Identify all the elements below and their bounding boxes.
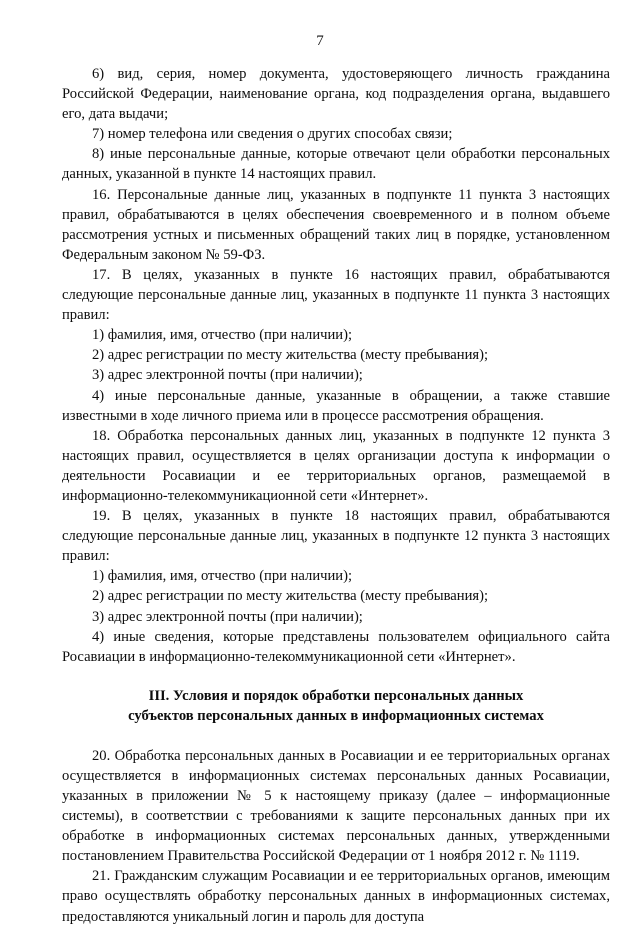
list-item: 2) адрес регистрации по месту жительства (месту пребывания); [92,347,489,364]
paragraph: 20. Обработка персональных данных в Росавиации и ее территориальных органах осуществляется в информационных системах персональных данных Росавиации, указанных в приложении № 5 к настоящему приказу (далее – информационные системы), в соответствии с требованиями к защите персональных данных при их обработке в информационных системах персональных данных, утвержденными постановлением Правительства Российской Федерации от 1 ноября 2012 г. № 1119. [62,747,610,865]
paragraph: 18. Обработка персональных данных лиц, указанных в подпункте 12 пункта 3 настоящих правил, осуществляется в целях организации доступа к информации о деятельности Росавиации и ее территориальных органов, размещаемой в информационно-телекоммуникационной сети «Интернет». [62,427,610,504]
page-number: 7 [316,33,324,49]
list-item: 4) иные сведения, которые представлены пользователем официального сайта Росавиации в информационно-телекоммуникационной сети «Интернет». [62,628,610,665]
paragraph: 19. В целях, указанных в пункте 18 настоящих правил, обрабатываются следующие персональные данные лиц, указанных в подпункте 12 пункта 3 настоящих правил: [62,508,610,565]
section-heading-line: III. Условия и порядок обработки персональных данных [148,687,524,704]
paragraph: 7) номер телефона или сведения о других способах связи; [92,126,453,143]
paragraph: 6) вид, серия, номер документа, удостоверяющего личность гражданина Российской Федерации, наименование органа, код подразделения органа, выдавшего его, дата выдачи; [62,66,610,123]
list-item: 1) фамилия, имя, отчество (при наличии); [92,568,353,585]
document-body [62,64,610,927]
list-item: 1) фамилия, имя, отчество (при наличии); [92,327,353,344]
list-item: 2) адрес регистрации по месту жительства (месту пребывания); [92,588,489,605]
section-heading [62,686,610,726]
paragraph: 8) иные персональные данные, которые отвечают цели обработки персональных данных, указанной в пункте 14 настоящих правил. [62,146,610,183]
paragraph: 16. Персональные данные лиц, указанных в подпункте 11 пункта 3 настоящих правил, обрабатываются в целях обеспечения своевременного и в полном объеме рассмотрения устных и письменных обращений таких лиц в порядке, установленном Федеральным законом № 59-ФЗ. [62,186,610,263]
paragraph: 21. Гражданским служащим Росавиации и ее территориальных органов, имеющим право осуществлять обработку персональных данных в информационных системах, предоставляются уникальный логин и пароль для доступа [62,868,610,925]
section-heading-line: субъектов персональных данных в информационных системах [128,707,544,724]
list-item: 4) иные персональные данные, указанные в обращении, а также ставшие известными в ходе личного приема или в процессе рассмотрения обращения. [62,387,610,424]
list-item: 3) адрес электронной почты (при наличии); [92,367,363,384]
list-item: 3) адрес электронной почты (при наличии); [92,608,363,625]
paragraph: 17. В целях, указанных в пункте 16 настоящих правил, обрабатываются следующие персональные данные лиц, указанных в подпункте 11 пункта 3 настоящих правил: [62,266,610,324]
